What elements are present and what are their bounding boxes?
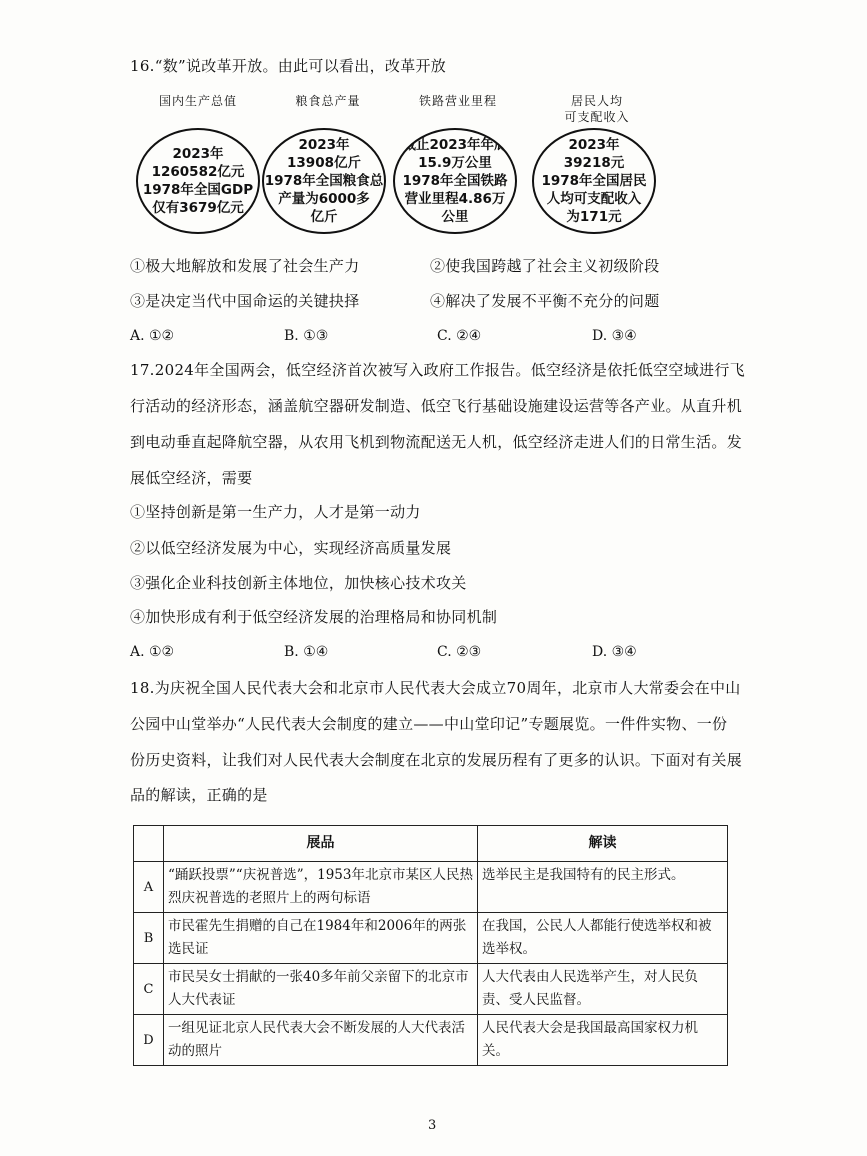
q18-stem-line: 品的解读，正确的是 [130,786,268,804]
stat-line: 39218元 [563,155,625,171]
q17-choice-d: D. ③④ [592,644,637,660]
table-header-row [134,826,728,862]
q17-stem-line: 行活动的经济形态，涵盖航空器研发制造、低空飞行基础设施建设运营等各产业。从直升机 [130,397,743,415]
row-letter: C [134,964,164,1015]
row-reading: 人大代表由人民选举产生，对人民负责、受人民监督。 [478,964,728,1015]
table-row [134,862,728,913]
table-row [134,913,728,964]
row-letter: B [134,913,164,964]
row-exhibit: 一组见证北京人民代表大会不断发展的人大代表活动的照片 [164,1015,478,1066]
exhibit-table [133,825,728,1066]
stat-line: 1978年全国GDP [142,182,254,198]
stat-line: 1260582亿元 [151,164,245,180]
q18-stem-line: 份历史资料，让我们对人民代表大会制度在北京的发展历程有了更多的认识。下面对有关展 [130,751,743,769]
stat-line: 13908亿斤 [287,155,361,171]
row-exhibit: “踊跃投票”“庆祝普选”，1953年北京市某区人民热烈庆祝普选的老照片上的两句标语 [164,862,478,913]
stat-line: 产量为6000多 [278,191,370,207]
q18-stem-line: 公园中山堂举办“人民代表大会制度的建立——中山堂印记”专题展览。一件件实物、一份 [130,715,728,733]
row-letter: D [134,1015,164,1066]
q17-option-3: ③强化企业科技创新主体地位，加快核心技术攻关 [130,574,467,592]
stat-line: 截止2023年年底 [402,137,508,153]
q17-choice-b: B. ①④ [284,644,329,660]
q17-option-2: ②以低空经济发展为中心，实现经济高质量发展 [130,539,452,557]
q16-option-1: ①极大地解放和发展了社会生产力 [130,257,360,275]
q16-choice-b: B. ①③ [284,328,329,344]
stat-bubble-gdp [136,128,260,234]
stat-bubble-grain [262,128,386,234]
stat-title-income: 居民人均 可支配收入 [564,94,630,124]
stat-line: 1978年全国粮食总 [264,173,384,189]
table-header-reading: 解读 [478,826,728,862]
q16-choice-c: C. ②④ [437,328,482,344]
stat-bubble-railway [393,128,517,234]
stat-line: 15.9万公里 [418,155,492,171]
stat-title-grain: 粮食总产量 [295,94,361,108]
table-header-letter [134,826,164,862]
row-reading: 在我国，公民人人都能行使选举权和被选举权。 [478,913,728,964]
q16-option-2: ②使我国跨越了社会主义初级阶段 [430,257,660,275]
q17-stem-line: 到电动垂直起降航空器，从农用飞机到物流配送无人机，低空经济走进人们的日常生活。发 [130,433,743,451]
q16-choice-d: D. ③④ [592,328,637,344]
stat-title-railway: 铁路营业里程 [418,94,497,108]
page-number: 3 [428,1118,437,1133]
table-row [134,1015,728,1066]
q17-choice-c: C. ②③ [437,644,482,660]
stat-line: 营业里程4.86万 [404,191,506,207]
q18-stem-line: 18.为庆祝全国人民代表大会和北京市人民代表大会成立70周年，北京市人大常委会在中山 [130,679,741,697]
q16-option-3: ③是决定当代中国命运的关键抉择 [130,292,360,310]
q17-option-4: ④加快形成有利于低空经济发展的治理格局和协同机制 [130,608,498,626]
row-reading: 人民代表大会是我国最高国家权力机关。 [478,1015,728,1066]
stat-line: 1978年全国居民 [541,173,647,189]
stat-line: 公里 [441,209,469,225]
table-header-exhibit: 展品 [164,826,478,862]
stat-line: 1978年全国铁路 [402,173,508,189]
row-exhibit: 市民霍先生捐赠的自己在1984年和2006年的两张选民证 [164,913,478,964]
q17-stem-line: 17.2024年全国两会，低空经济首次被写入政府工作报告。低空经济是依托低空空域进行飞 [130,361,745,379]
row-letter: A [134,862,164,913]
q16-stem: 16.“数”说改革开放。由此可以看出，改革开放 [130,57,447,75]
stat-line: 2023年 [298,137,350,153]
q17-stem-line: 展低空经济，需要 [130,469,253,487]
stat-line: 亿斤 [310,209,338,225]
stat-line: 2023年 [568,137,620,153]
q17-option-1: ①坚持创新是第一生产力，人才是第一动力 [130,503,421,521]
stat-bubble-income [532,128,656,234]
stat-line: 2023年 [172,146,224,162]
q16-choice-a: A. ①② [130,328,175,344]
stat-line: 人均可支配收入 [546,191,642,207]
table-row [134,964,728,1015]
stat-line: 为171元 [566,209,622,225]
q16-option-4: ④解决了发展不平衡不充分的问题 [430,292,660,310]
row-exhibit: 市民吴女士捐献的一张40多年前父亲留下的北京市人大代表证 [164,964,478,1015]
row-reading: 选举民主是我国特有的民主形式。 [478,862,728,913]
stat-line: 仅有3679亿元 [152,200,244,216]
stat-title-gdp: 国内生产总值 [158,94,237,108]
q17-choice-a: A. ①② [130,644,175,660]
